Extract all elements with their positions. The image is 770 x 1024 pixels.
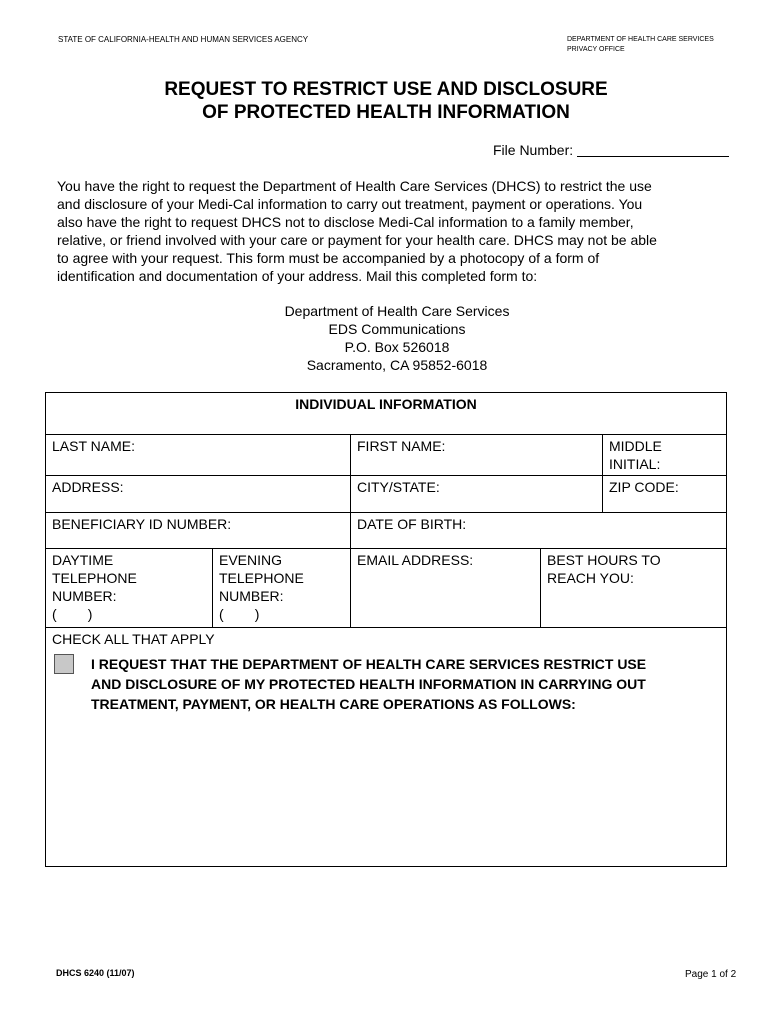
- daytime-phone-label: DAYTIME: [52, 552, 114, 568]
- page-number: Page 1 of 2: [685, 969, 737, 980]
- first-name-label: FIRST NAME:: [357, 438, 446, 454]
- address-line: Department of Health Care Services: [284, 303, 510, 319]
- office-name: PRIVACY OFFICE: [567, 46, 625, 53]
- email-field[interactable]: [351, 549, 541, 628]
- intro-line: You have the right to request the Department of Health Care Services (DHCS) to restrict the use: [57, 178, 652, 194]
- title-line-2: OF PROTECTED HEALTH INFORMATION: [202, 102, 570, 123]
- middle-initial-label-2: INITIAL:: [609, 456, 661, 472]
- request-line: I REQUEST THAT THE DEPARTMENT OF HEALTH CARE SERVICES RESTRICT USE: [91, 656, 647, 672]
- form-id: DHCS 6240 (11/07): [56, 968, 135, 978]
- zip-code-field[interactable]: [603, 476, 727, 513]
- department-header: [567, 35, 714, 55]
- file-number-label: File Number:: [493, 142, 574, 158]
- evening-phone-label: NUMBER:: [219, 588, 284, 604]
- date-of-birth-field[interactable]: [351, 513, 727, 549]
- individual-information-table: [45, 392, 727, 867]
- page-title: [0, 78, 770, 124]
- city-state-label: CITY/STATE:: [357, 479, 440, 495]
- daytime-phone-label: NUMBER:: [52, 588, 117, 604]
- city-state-field[interactable]: [351, 476, 603, 513]
- best-hours-label: BEST HOURS TO: [547, 552, 661, 568]
- address-line: EDS Communications: [328, 321, 466, 337]
- evening-phone-label: TELEPHONE: [219, 570, 304, 586]
- daytime-phone-field[interactable]: [46, 549, 213, 628]
- intro-line: relative, or friend involved with your care or payment for your health care. DHCS may not be able: [57, 232, 657, 248]
- request-line: AND DISCLOSURE OF MY PROTECTED HEALTH INFORMATION IN CARRYING OUT: [91, 676, 646, 692]
- zip-code-label: ZIP CODE:: [609, 479, 679, 495]
- request-line: TREATMENT, PAYMENT, OR HEALTH CARE OPERATIONS AS FOLLOWS:: [91, 696, 576, 712]
- address-line: Sacramento, CA 95852-6018: [306, 357, 488, 373]
- intro-line: also have the right to request DHCS not to disclose Medi-Cal information to a family member,: [57, 214, 634, 230]
- address-label: ADDRESS:: [52, 479, 124, 495]
- department-name: DEPARTMENT OF HEALTH CARE SERVICES: [567, 36, 714, 43]
- date-of-birth-label: DATE OF BIRTH:: [357, 516, 467, 532]
- request-statement: [91, 654, 711, 714]
- intro-line: and disclosure of your Medi-Cal information to carry out treatment, payment or operations. You: [57, 196, 643, 212]
- file-number-input[interactable]: [577, 142, 729, 157]
- check-all-header: CHECK ALL THAT APPLY: [46, 628, 727, 651]
- first-name-field[interactable]: [351, 435, 603, 476]
- mailing-address: [222, 302, 572, 374]
- request-section: [46, 650, 727, 867]
- agency-header: STATE OF CALIFORNIA-HEALTH AND HUMAN SERVICES AGENCY: [58, 35, 309, 44]
- intro-paragraph: [57, 177, 717, 285]
- middle-initial-field[interactable]: [603, 435, 727, 476]
- last-name-field[interactable]: [46, 435, 351, 476]
- middle-initial-label-1: MIDDLE: [609, 438, 662, 454]
- beneficiary-id-label: BENEFICIARY ID NUMBER:: [52, 516, 232, 532]
- daytime-phone-area-code: ( ): [52, 606, 93, 622]
- best-hours-label: REACH YOU:: [547, 570, 634, 586]
- title-line-1: REQUEST TO RESTRICT USE AND DISCLOSURE: [164, 79, 608, 100]
- file-number-field: [493, 142, 729, 158]
- last-name-label: LAST NAME:: [52, 438, 135, 454]
- restrict-use-checkbox[interactable]: [54, 654, 74, 674]
- intro-line: to agree with your request. This form must be accompanied by a photocopy of a form of: [57, 250, 600, 266]
- intro-line: identification and documentation of your address. Mail this completed form to:: [57, 268, 538, 284]
- evening-phone-area-code: ( ): [219, 606, 260, 622]
- best-hours-field[interactable]: [541, 549, 727, 628]
- address-field[interactable]: [46, 476, 351, 513]
- daytime-phone-label: TELEPHONE: [52, 570, 137, 586]
- evening-phone-label: EVENING: [219, 552, 283, 568]
- beneficiary-id-field[interactable]: [46, 513, 351, 549]
- section-title: INDIVIDUAL INFORMATION: [46, 393, 727, 435]
- email-label: EMAIL ADDRESS:: [357, 552, 474, 568]
- address-line: P.O. Box 526018: [344, 339, 450, 355]
- evening-phone-field[interactable]: [213, 549, 351, 628]
